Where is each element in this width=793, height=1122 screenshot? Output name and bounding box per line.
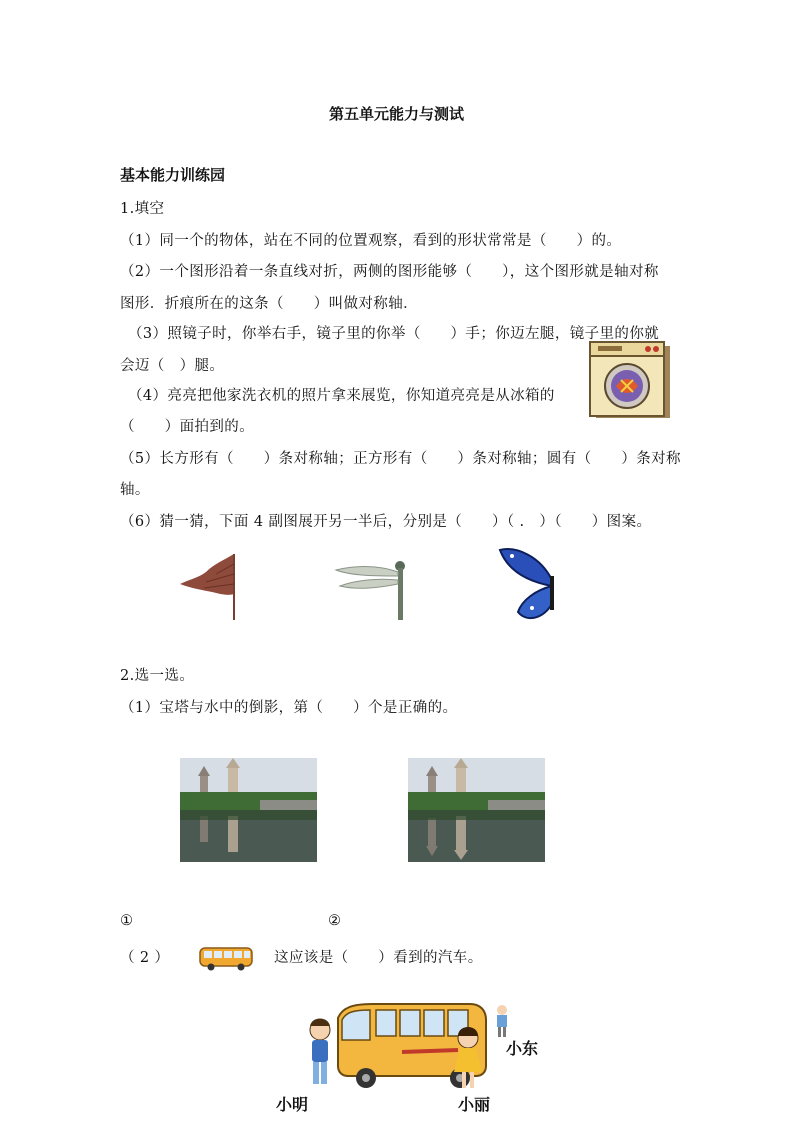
question-1-3-line-b: 会迈（ ）腿。	[120, 358, 225, 374]
question-1-heading: 1.填空	[120, 201, 165, 217]
option-label-1: ①	[120, 913, 134, 929]
question-2-2-text: 这应该是（ ）看到的汽车。	[274, 950, 483, 966]
question-1-5-line-a: （5）长方形有（ ）条对称轴；正方形有（ ）条对称轴；圆有（ ）条对称	[120, 451, 681, 467]
bus-scene-image	[292, 1000, 512, 1094]
pagoda-photo-2	[408, 758, 545, 862]
half-leaf-image	[176, 550, 240, 622]
half-dragonfly-image	[332, 558, 408, 622]
bus-icon	[198, 946, 254, 972]
name-label-xiaodong: 小东	[506, 1039, 539, 1058]
question-1-4-line-b: （ ）面拍到的。	[120, 419, 255, 435]
half-butterfly-image	[496, 546, 554, 624]
question-1-1: （1）同一个的物体，站在不同的位置观察，看到的形状常常是（ ）的。	[120, 233, 622, 249]
question-1-3-line-a: （3）照镜子时，你举右手，镜子里的你举（ ）手；你迈左腿，镜子里的你就	[128, 326, 660, 342]
question-1-6: （6）猜一猜，下面 4 副图展开另一半后，分别是（ ）（ . ）（ ）图案。	[120, 514, 652, 530]
page-title: 第五单元能力与测试	[328, 105, 464, 123]
pagoda-photo-1	[180, 758, 317, 862]
name-label-xiaoming: 小明	[276, 1095, 309, 1114]
question-1-4-line-a: （4）亮亮把他家洗衣机的照片拿来展览，你知道亮亮是从冰箱的	[128, 388, 555, 404]
option-label-2: ②	[328, 913, 342, 929]
section-heading: 基本能力训练园	[120, 166, 226, 184]
name-label-xiaoli: 小丽	[458, 1095, 491, 1114]
question-1-2-line-a: （2）一个图形沿着一条直线对折，两侧的图形能够（ ），这个图形就是轴对称	[120, 264, 659, 280]
question-1-5-line-b: 轴。	[120, 482, 150, 498]
question-2-2-prefix: （ 2 ）	[120, 950, 170, 966]
question-1-2-line-b: 图形．折痕所在的这条（ ）叫做对称轴．	[120, 296, 418, 312]
washing-machine-image	[586, 340, 674, 422]
question-2-1: （1）宝塔与水中的倒影，第（ ）个是正确的。	[120, 700, 458, 716]
question-2-heading: 2.选一选。	[120, 668, 195, 684]
